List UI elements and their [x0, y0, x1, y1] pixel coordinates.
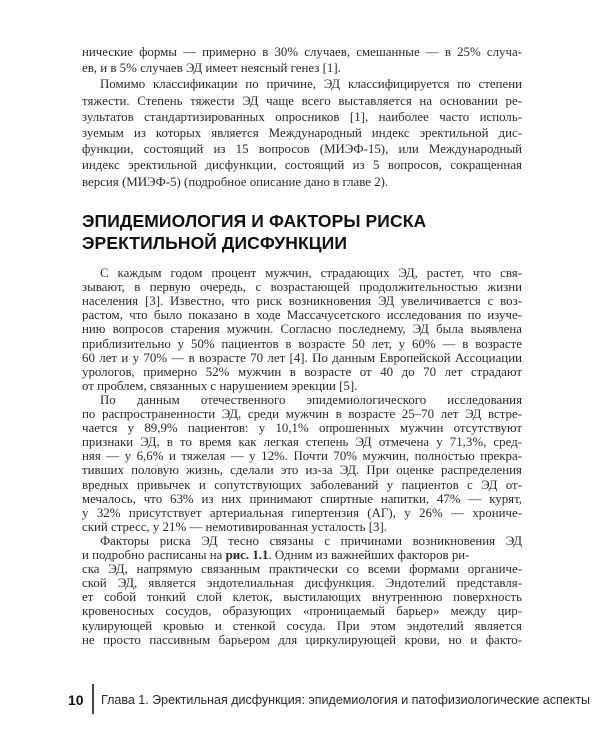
text-line: ет собой тонкий слой клеток, выстилающих внутреннюю поверхность: [82, 590, 522, 605]
text-line: зуемым из которых является Международный индекс эректильной дис-: [82, 126, 522, 140]
text-fragment: и подробно расписаны на: [82, 548, 226, 562]
text-line: зультатов стандартизированных опросников [1], наиболее часто исполь-: [82, 109, 522, 124]
text-line: признаки ЭД, в то время как легкая степень ЭД отмечена у 71,3%, сред-: [82, 435, 522, 450]
page-number: 10: [68, 692, 84, 708]
text-line: ский стресс, у 21% — немотивированная усталость [3].: [82, 519, 387, 534]
figure-reference[interactable]: рис. 1.1: [225, 548, 269, 562]
text-line: функции, состоящий из 15 вопросов (МИЭФ-15), или Международный: [82, 142, 522, 157]
text-line: кровеносных сосудов, образующих «проницаемый барьер» между цир-: [82, 604, 522, 619]
text-fragment: . Одним из важнейших факторов ри-: [268, 548, 470, 562]
text-line: растом, что было показано в ходе Массачусетского исследования по изуче-: [82, 308, 522, 323]
text-line: индекс эректильной дисфункции, состоящий из 5 вопросов, сокращенная: [82, 158, 522, 173]
text-line: мечалось, что 63% из них принимают спиртные напитки, 47% — курят,: [82, 491, 522, 506]
text-line: По данным отечественного эпидемиологического исследования: [100, 392, 522, 407]
text-line: не просто пассивным барьером для циркулирующей крови, но и факто-: [82, 632, 522, 647]
text-line: ской ЭД, является эндотелиальная дисфункция. Эндотелий представля-: [82, 576, 522, 591]
text-line: чается у 89,9% пациентов: у 10,1% опрошенных мужчин отсутствуют: [82, 421, 522, 436]
text-line: ска ЭД, напрямую связанным практически со всеми формами органиче-: [82, 562, 522, 577]
text-line: зывают, в первую очередь, с возрастающей продолжительностью жизни: [82, 280, 522, 295]
text-line: урологов, примерно 52% мужчин в возрасте от 40 до 70 лет страдают: [82, 364, 522, 379]
text-line: ев, и в 5% случаев ЭД имеет неясный генез [1].: [82, 61, 341, 76]
text-line: 60 лет и у 70% — в возрасте 70 лет [4]. По данным Европейской Ассоциации: [82, 350, 522, 365]
text-line: нические формы — примерно в 30% случаев, смешанные — в 25% случа-: [82, 45, 522, 59]
text-line: вредных привычек и сопутствующих заболеваний у пациентов с ЭД от-: [82, 477, 522, 492]
text-line: версия (МИЭФ-5) (подробное описание дано в главе 2).: [82, 174, 389, 189]
text-line: населения [3]. Известно, что риск возникновения ЭД увеличивается с воз-: [82, 294, 522, 309]
text-line: по распространенности ЭД, среди мужчин в возрасте 25–70 лет ЭД встре-: [82, 407, 522, 421]
text-line: нию вопросов старения мужчин. Согласно последнему, ЭД была выявлена: [82, 322, 522, 337]
text-line: приблизительно у 50% пациентов в возрасте 50 лет, у 60% — в возрасте: [82, 336, 522, 351]
text-line: кулирующей кровью и стенкой сосуда. При этом эндотелий является: [82, 618, 522, 633]
text-line: няя — у 6,6% и тяжелая — у 12%. Почти 70% мужчин, полностью прекра-: [82, 449, 522, 464]
text-line: Факторы риска ЭД тесно связаны с причинами возникновения ЭД: [100, 533, 522, 548]
text-line: С каждым годом процент мужчин, страдающих ЭД, растет, что свя-: [100, 266, 522, 280]
section-heading-line-2: ЭРЕКТИЛЬНОЙ ДИСФУНКЦИИ: [82, 233, 348, 253]
text-line: тивших половую жизнь, сделали это из-за ЭД. При оценке распределения: [82, 463, 522, 478]
text-line: у 32% присутствует артериальная гипертензия (АГ), у 26% — хрониче-: [82, 505, 522, 520]
text-line: Помимо классификации по причине, ЭД классифицируется по степени: [100, 77, 522, 92]
text-line: тяжести. Степень тяжести ЭД чаще всего выставляется на основании ре-: [82, 93, 522, 108]
text-line: от проблем, связанных с нарушением эрекции [5].: [82, 378, 358, 393]
section-heading-line-1: ЭПИДЕМИОЛОГИЯ И ФАКТОРЫ РИСКА: [82, 211, 427, 231]
footer-divider: [92, 684, 94, 714]
running-title: Глава 1. Эректильная дисфункция: эпидемиология и патофизиологические аспекты: [101, 693, 591, 707]
